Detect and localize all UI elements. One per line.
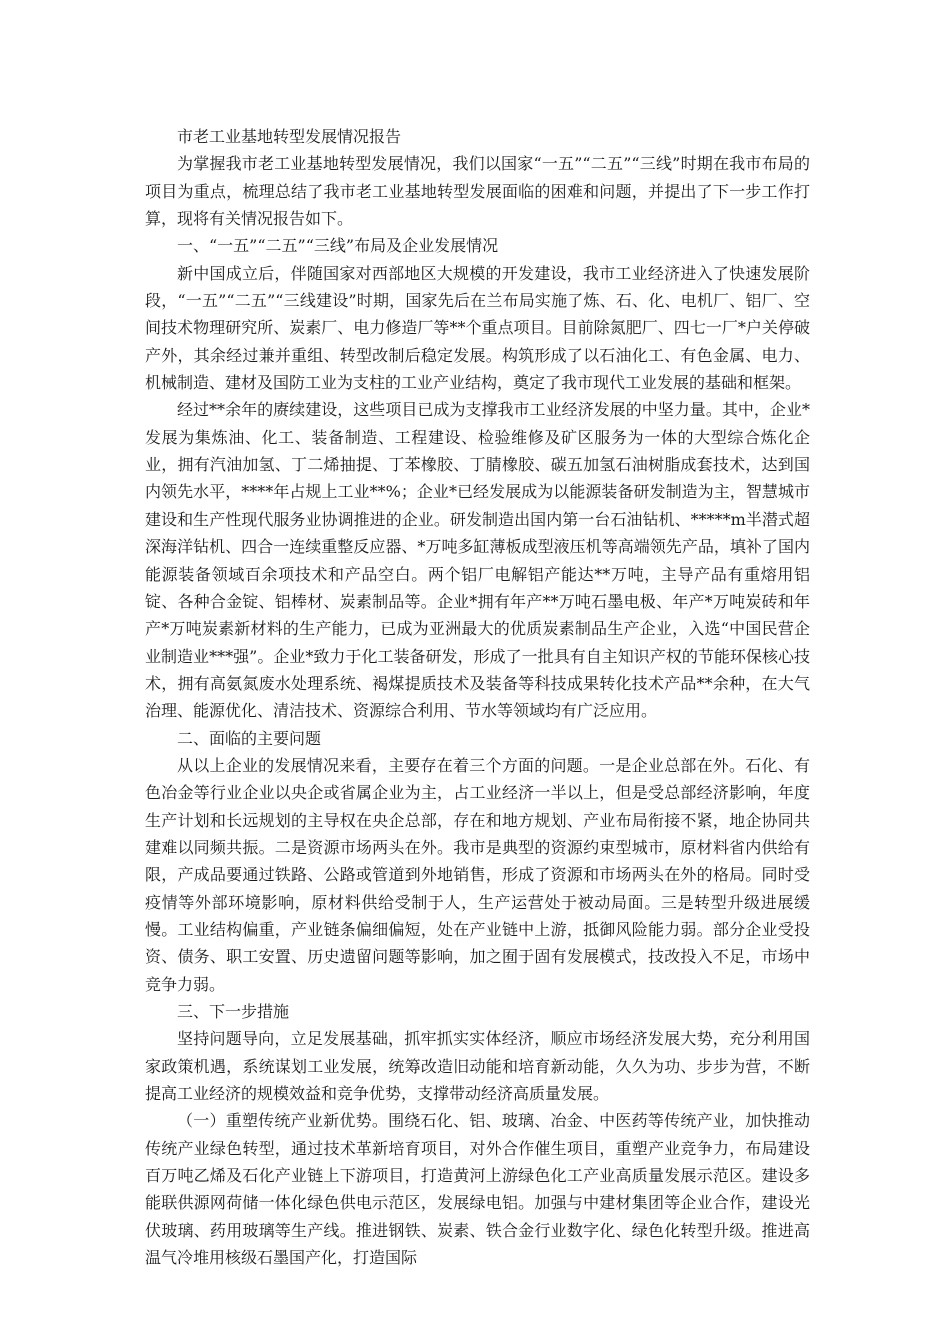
document-body: [145, 123, 810, 1271]
section-1-paragraph-2: 经过**余年的赓续建设，这些项目已成为支撑我市工业经济发展的中坚力量。其中，企业*发展为集炼油、化工、装备制造、工程建设、检验维修及矿区服务为一体的大型综合炼化企业，拥有汽油加氢、丁二烯抽提、丁苯橡胶、丁腈橡胶、碳五加氢石油树脂成套技术，达到国内领先水平，****年占规上工业**%；企业*已经发展成为以能源装备研发制造为主，智慧城市建设和生产性现代服务业协调推进的企业。研发制造出国内第一台石油钻机、*****m半潜式超深海洋钻机、四合一连续重整反应器、*万吨多缸薄板成型液压机等高端领先产品，填补了国内能源装备领域百余项技术和产品空白。两个铝厂电解铝产能达**万吨，主导产品有重熔用铝锭、各种合金锭、铝棒材、炭素制品等。企业*拥有年产**万吨石墨电极、年产*万吨炭砖和年产*万吨炭素新材料的生产能力，已成为亚洲最大的优质炭素制品生产企业，入选“中国民营企业制造业***强”。企业*致力于化工装备研发，形成了一批具有自主知识产权的节能环保核心技术，拥有高氨氮废水处理系统、褐煤提质技术及装备等科技成果转化技术产品**余种，在大气治理、能源优化、清洁技术、资源综合利用、节水等领域均有广泛应用。: [145, 400, 810, 721]
section-heading-3: 三、下一步措施: [177, 1002, 290, 1021]
section-1-paragraph-1: 新中国成立后，伴随国家对西部地区大规模的开发建设，我市工业经济进入了快速发展阶段，“一五”“二五”“三线建设”时期，国家先后在兰布局实施了炼、石、化、电机厂、铝厂、空间技术物理研究所、炭素厂、电力修造厂等**个重点项目。目前除氮肥厂、四七一厂*户关停破产外，其余经过兼并重组、转型改制后稳定发展。构筑形成了以石油化工、有色金属、电力、机械制造、建材及国防工业为支柱的工业产业结构，奠定了我市现代工业发展的基础和框架。: [145, 263, 810, 393]
intro-paragraph: 为掌握我市老工业基地转型发展情况，我们以国家“一五”“二五”“三线”时期在我市布局的项目为重点，梳理总结了我市老工业基地转型发展面临的困难和问题，并提出了下一步工作打算，现将有关情况报告如下。: [145, 154, 810, 229]
section-heading-1: 一、“一五”“二五”“三线”布局及企业发展情况: [177, 236, 499, 256]
section-3-paragraph-1: 坚持问题导向，立足发展基础，抓牢抓实实体经济，顺应市场经济发展大势，充分利用国家政策机遇，系统谋划工业发展，统筹改造旧动能和培育新动能，久久为功、步步为营，不断提高工业经济的规模效益和竞争优势，支撑带动经济高质量发展。: [145, 1029, 810, 1104]
document-title: 市老工业基地转型发展情况报告: [177, 127, 402, 146]
section-heading-2: 二、面临的主要问题: [177, 728, 322, 748]
section-2-paragraph-1: 从以上企业的发展情况来看，主要存在着三个方面的问题。一是企业总部在外。石化、有色冶金等行业企业以央企或省属企业为主，占工业经济一半以上，但是受总部经济影响，年度生产计划和长远规划的主导权在央企总部，存在和地方规划、产业布局衔接不紧，地企协同共建难以同频共振。二是资源市场两头在外。我市是典型的资源约束型城市，原材料省内供给有限，产成品要通过铁路、公路或管道到外地销售，形成了资源和市场两头在外的格局。同时受疫情等外部环境影响，原材料供给受制于人，生产运营处于被动局面。三是转型升级进展缓慢。工业结构偏重，产业链条偏细偏短，处在产业链中上游，抵御风险能力弱。部分企业受投资、债务、职工安置、历史遗留问题等影响，加之囿于固有发展模式，技改投入不足，市场中竞争力弱。: [145, 755, 810, 994]
section-3-paragraph-2: （一）重塑传统产业新优势。围绕石化、铝、玻璃、冶金、中医药等传统产业，加快推动传统产业绿色转型，通过技术革新培育项目，对外合作催生项目，重塑产业竞争力，布局建设百万吨乙烯及石化产业链上下游项目，打造黄河上游绿色化工产业高质量发展示范区。建设多能联供源网荷储一体化绿色供电示范区，发展绿电铝。加强与中建材集团等企业合作，建设光伏玻璃、药用玻璃等生产线。推进钢铁、炭素、铁合金行业数字化、绿色化转型升级。推进高温气冷堆用核级石墨国产化，打造国际: [145, 1111, 810, 1268]
